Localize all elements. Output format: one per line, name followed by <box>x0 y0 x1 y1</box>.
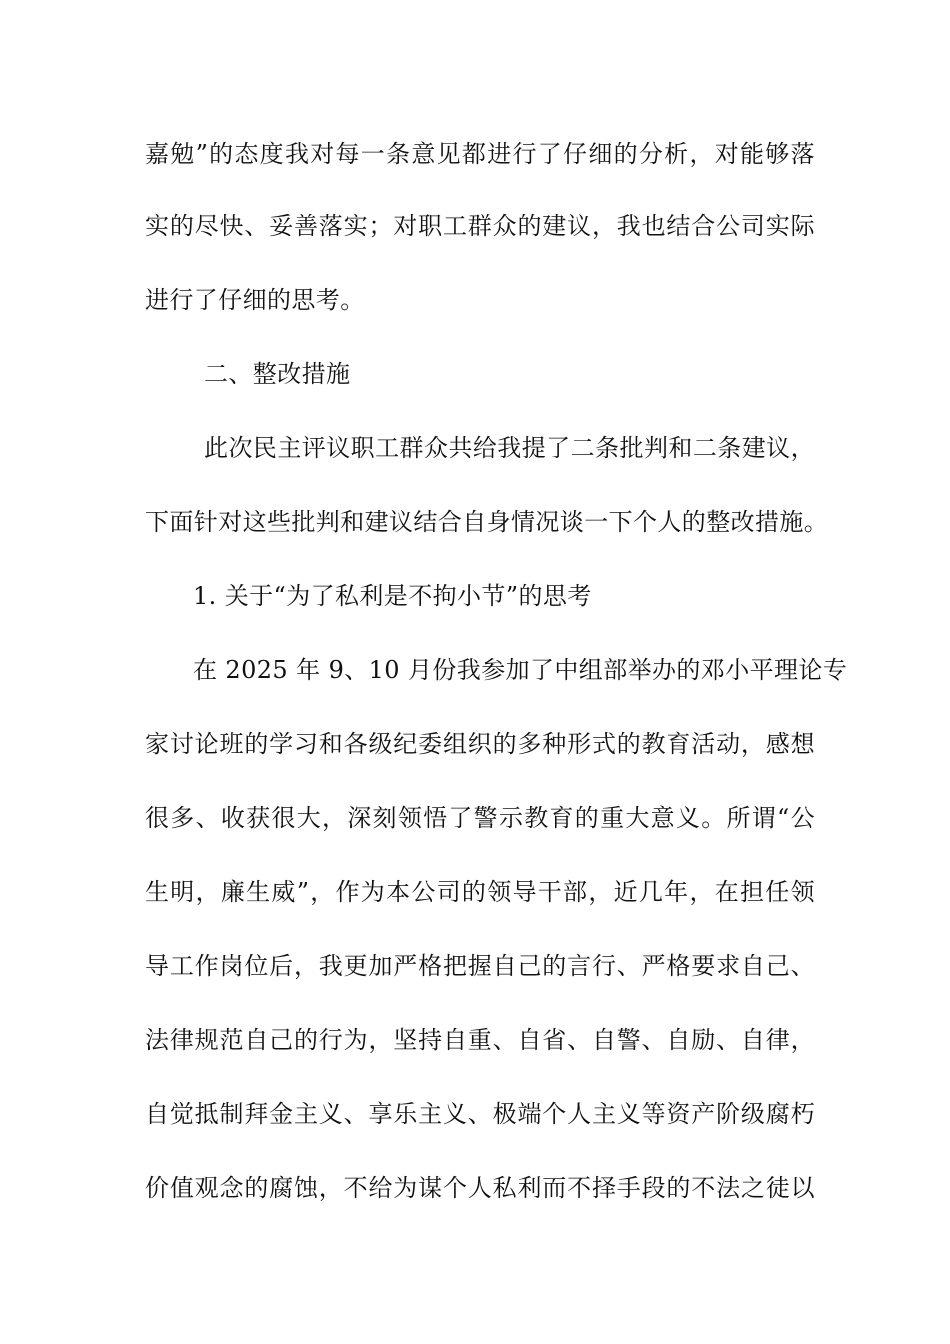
paragraph-line: 在 2025 年 9、10 月份我参加了中组部举办的邓小平理论专 <box>193 656 848 684</box>
section-heading: 二、整改措施 <box>204 360 351 388</box>
paragraph-line: 家讨论班的学习和各级纪委组织的多种形式的教育活动，感想 <box>145 730 815 758</box>
paragraph-line: 下面针对这些批判和建议结合自身情况谈一下个人的整改措施。 <box>145 508 829 536</box>
subsection-heading: 1. 关于“为了私利是不拘小节”的思考 <box>193 582 592 610</box>
paragraph-line: 法律规范自己的行为，坚持自重、自省、自警、自励、自律， <box>145 1026 815 1054</box>
paragraph-line: 很多、收获很大，深刻领悟了警示教育的重大意义。所谓“公 <box>145 804 815 832</box>
paragraph-line: 导工作岗位后，我更加严格把握自己的言行、严格要求自己、 <box>145 952 815 980</box>
paragraph-line: 嘉勉”的态度我对每一条意见都进行了仔细的分析，对能够落 <box>145 140 815 168</box>
paragraph-line: 实的尽快、妥善落实；对职工群众的建议，我也结合公司实际 <box>145 212 815 240</box>
paragraph-line: 进行了仔细的思考。 <box>145 286 365 314</box>
paragraph-line: 自觉抵制拜金主义、享乐主义、极端个人主义等资产阶级腐朽 <box>145 1100 815 1128</box>
paragraph-line: 价值观念的腐蚀，不给为谋个人私利而不择手段的不法之徒以 <box>145 1174 815 1202</box>
paragraph-line: 此次民主评议职工群众共给我提了二条批判和二条建议， <box>204 434 815 462</box>
paragraph-line: 生明，廉生威”，作为本公司的领导干部，近几年，在担任领 <box>145 878 815 906</box>
